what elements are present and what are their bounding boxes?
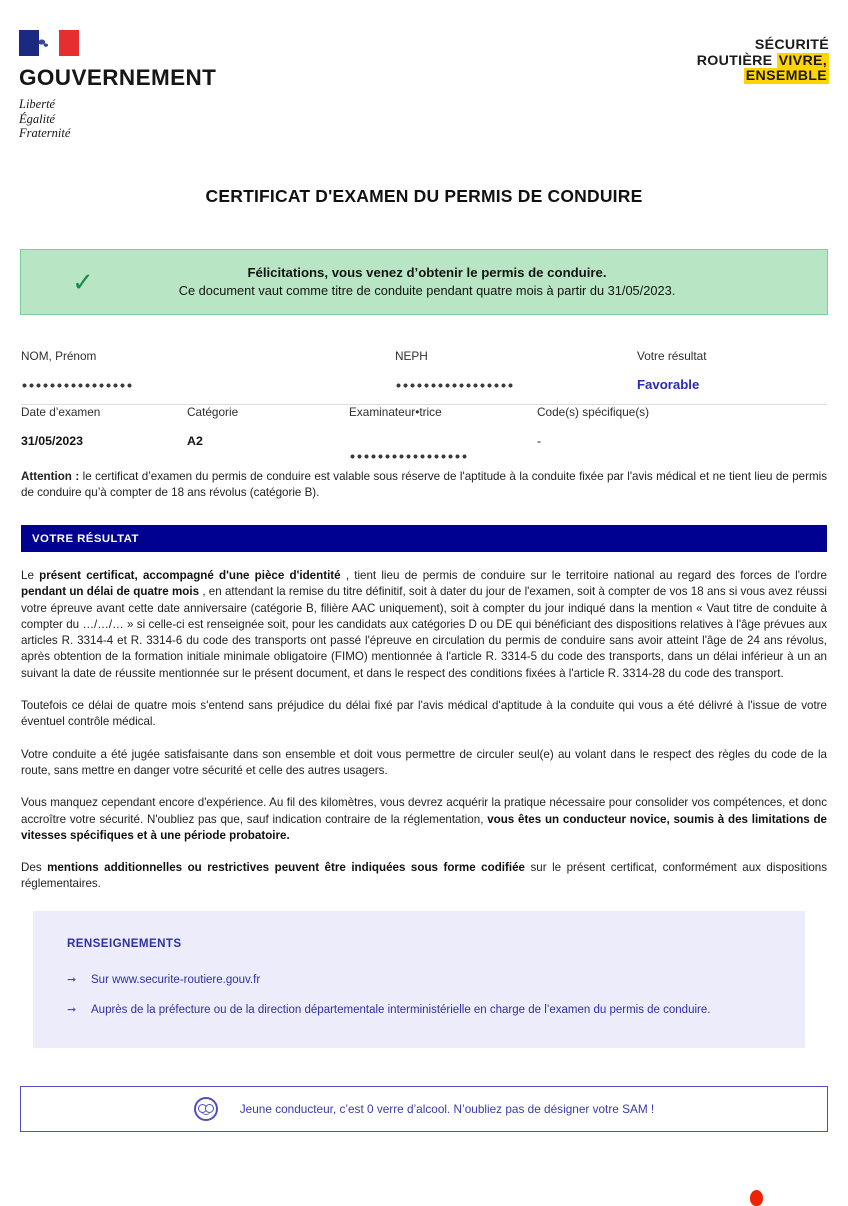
- attention-prefix: Attention :: [21, 470, 80, 483]
- field-examinateur-placeholder: [349, 451, 467, 461]
- renseignements-list: [67, 972, 775, 1018]
- motto-liberte: Liberté: [19, 97, 56, 111]
- renseignements-heading: RENSEIGNEMENTS: [67, 936, 182, 950]
- slogan-ensemble-row: [697, 69, 829, 85]
- flag-white-band: [39, 30, 59, 56]
- field-date-examen: [21, 405, 100, 448]
- p1-part-a: Le: [21, 569, 40, 582]
- renseignements-item-text: Auprès de la préfecture ou de la direction départementale interministérielle en charge de l’examen du permis de conduire.: [91, 1003, 711, 1016]
- p1-part-c: , en attendant la remise du titre définitif, soit à dater du jour de l'examen, soit à compter de vos 18 ans si vous avez réussi votre épreuve avant cette date anniversaire (catégorie B, filière AAC uniquement), soit à compter du jour indiqué dans la mention « Vaut titre de conduite à compter du …/…/… » si celle-ci est renseignée soit, pour les candidats aux catégories D ou DE qui bénéficiant des dispositions relatives à l'âge prévues aux articles R. 3314-4 et R. 3314-6 du code des transports ont passé l'épreuve en circulation du permis de conduire sans avoir atteint l'âge de 24 ans révolus, après obtention de la formation initiale minimale obligatoire (FIMO) mentionnée à l'article R. 3314-5 du code des transports, dans un délai inférieur à un an suivant la date de réussite mentionnée sur le présent document, et dans le respect des conditions fixées à l'article R. 3314-28 du code des transport.: [21, 585, 827, 680]
- arrow-right-icon: ➞: [67, 1003, 77, 1016]
- paragraph-4: [21, 795, 827, 844]
- field-codes-value: -: [537, 434, 542, 448]
- paragraph-1: [21, 568, 827, 682]
- field-categorie-label: Catégorie: [187, 405, 239, 419]
- government-logo-block: [17, 30, 216, 141]
- field-categorie: [187, 405, 238, 448]
- french-flag-icon: [19, 30, 79, 56]
- sam-footer-banner: [20, 1086, 828, 1132]
- p1-bold-1: présent certificat, accompagné d'une pièce d'identité: [39, 569, 341, 582]
- field-codes-label: Code(s) spécifique(s): [537, 405, 650, 419]
- page-title: CERTIFICAT D'EXAMEN DU PERMIS DE CONDUIRE: [205, 186, 643, 206]
- securite-line-1: SÉCURITÉ: [754, 37, 829, 53]
- sam-footer-message: Jeune conducteur, c’est 0 verre d’alcool. N’oubliez pas de désigner votre SAM !: [239, 1102, 655, 1116]
- page-header: [17, 0, 831, 140]
- sam-face-icon: [194, 1097, 218, 1121]
- success-banner-text: [131, 264, 813, 300]
- field-resultat-label: Votre résultat: [637, 349, 707, 363]
- field-nom-placeholder: [21, 380, 133, 390]
- slogan-ensemble: ENSEMBLE: [745, 68, 827, 84]
- fields-row-2: [21, 405, 827, 457]
- p5-part-c: sur le présent certificat, conformément aux dispositions réglementaires.: [21, 861, 828, 891]
- paragraph-3: Votre conduite a été jugée satisfaisante dans son ensemble et doit vous permettre de circuler seul(e) au volant dans le respect des règles du code de la route, sans mettre en danger votre sécurité et celle des autres usagers.: [21, 747, 827, 777]
- paragraph-5: [21, 860, 827, 893]
- motto-fraternite: Fraternité: [19, 126, 71, 140]
- field-codes: [537, 405, 649, 448]
- field-neph: [395, 349, 513, 390]
- field-nom-label: NOM, Prénom: [21, 349, 97, 363]
- securite-routiere-logo: [697, 30, 831, 85]
- renseignements-item-text: Sur www.securite-routiere.gouv.fr: [91, 973, 261, 986]
- attention-text: le certificat d’examen du permis de conduire est valable sous réserve de l'aptitude à la conduite fixée par l'avis médical et ne tient lieu de permis de conduire qu’à compter de 18 ans révolus (catégorie B).: [21, 470, 828, 499]
- success-headline: Félicitations, vous venez d’obtenir le permis de conduire.: [247, 265, 607, 280]
- field-neph-placeholder: [395, 380, 513, 390]
- flag-red-band: [59, 30, 79, 56]
- securite-line-2: ROUTIÈRE: [696, 52, 773, 69]
- slogan-vivre: VIVRE,: [778, 52, 827, 69]
- status-badge: Favorable: [637, 377, 700, 392]
- field-examinateur-label: Examinateur•trice: [349, 405, 442, 419]
- field-examinateur: [349, 405, 467, 461]
- p5-bold: mentions additionnelles ou restrictives peuvent être indiquées sous forme codifiée: [47, 861, 525, 875]
- p1-part-b: , tient lieu de permis de conduire sur le territoire national au regard des forces de l'ordre: [340, 569, 827, 582]
- p4-part-a: Vous manquez cependant encore d'expérience. Au fil des kilomètres, vous devrez acquérir la pratique nécessaire pour consolider vos compétences, et donc accroître votre sécurité. N'oubliez pas que, sauf indication contraire de la réglementation,: [21, 796, 827, 826]
- paragraph-2: Toutefois ce délai de quatre mois s'entend sans préjudice du délai fixé par l'avis médical d'aptitude à la conduite qui vous a été délivré à l'issue de votre éventuel contrôle médical.: [21, 699, 827, 729]
- field-categorie-value: A2: [187, 434, 203, 448]
- fields-row-1: [21, 349, 827, 405]
- field-nom: [21, 349, 133, 390]
- republic-motto: [19, 97, 216, 141]
- check-icon: ✓: [72, 267, 94, 297]
- candidate-fields: [17, 349, 831, 457]
- list-item: [67, 972, 775, 988]
- government-wordmark: GOUVERNEMENT: [19, 65, 217, 90]
- p1-bold-2: pendant un délai de quatre mois: [21, 585, 200, 599]
- result-body: [21, 552, 827, 893]
- page-bottom-mark: [750, 1190, 763, 1206]
- p5-part-a: Des: [21, 861, 48, 875]
- securite-line-2-row: [697, 54, 829, 70]
- attention-note: [21, 469, 827, 500]
- success-banner: [20, 249, 828, 315]
- field-date-label: Date d’examen: [21, 405, 101, 419]
- motto-egalite: Égalité: [19, 111, 56, 126]
- section-header-resultat: VOTRE RÉSULTAT: [21, 525, 827, 552]
- success-subline: Ce document vaut comme titre de conduite pendant quatre mois à partir du 31/05/2023.: [178, 283, 676, 298]
- field-date-value: 31/05/2023: [21, 434, 84, 448]
- sam-smile: [201, 1110, 211, 1115]
- list-item: [67, 1002, 775, 1018]
- renseignements-box: [33, 911, 805, 1048]
- field-neph-label: NEPH: [395, 349, 428, 363]
- arrow-right-icon: ➞: [67, 973, 77, 986]
- field-resultat: [637, 349, 707, 392]
- p4-bold: vous êtes un conducteur novice, soumis à des limitations de vitesses spécifiques et à une période probatoire.: [21, 812, 828, 842]
